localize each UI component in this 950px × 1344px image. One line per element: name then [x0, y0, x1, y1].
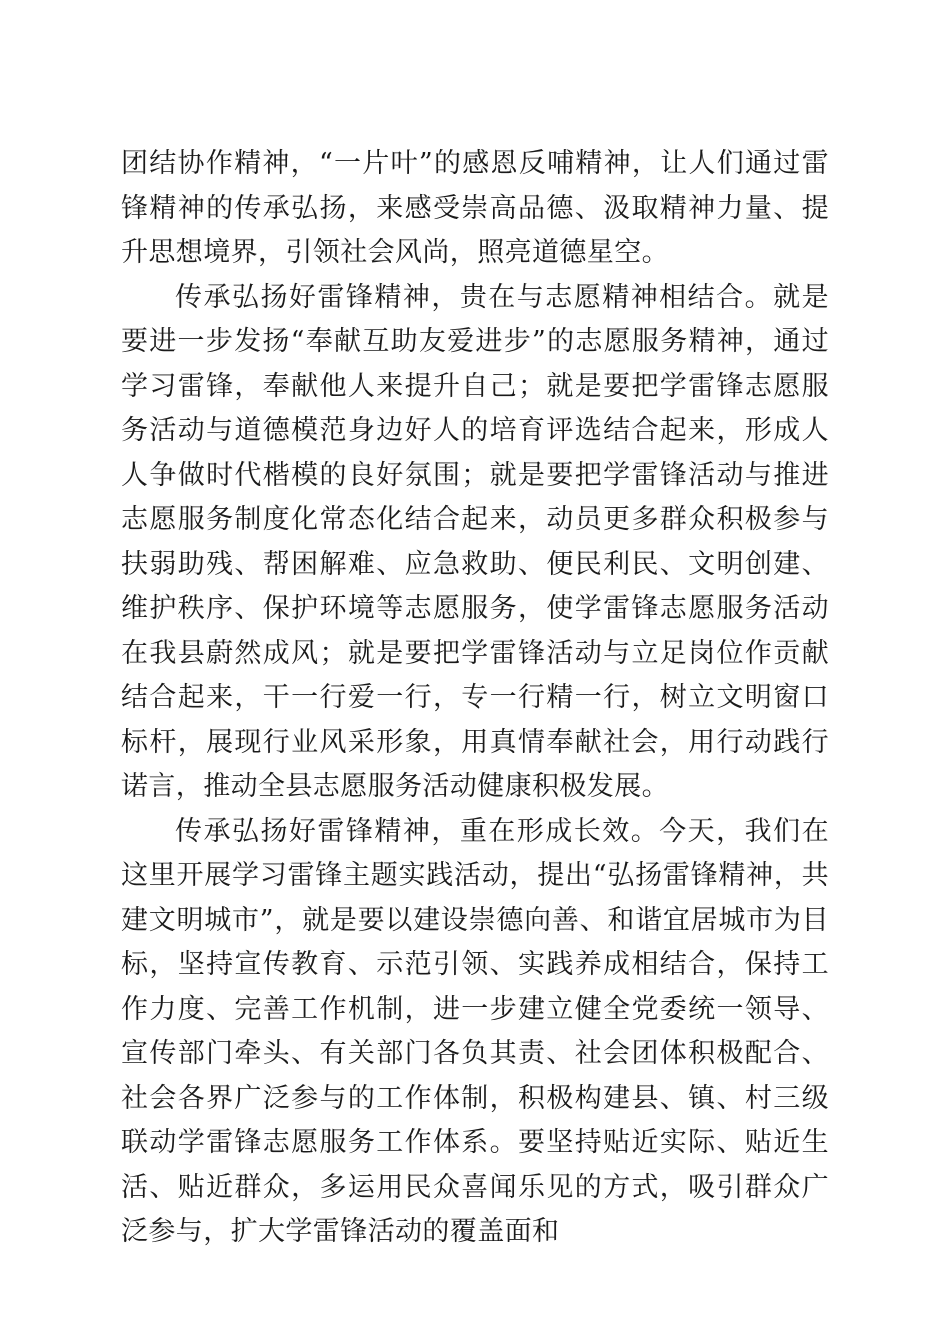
paragraph-continuation: 团结协作精神，“一片叶”的感恩反哺精神，让人们通过雷锋精神的传承弘扬，来感受崇高品德、汲取精神力量、提升思想境界，引领社会风尚，照亮道德星空。	[121, 148, 829, 268]
paragraph-volunteer-spirit: 传承弘扬好雷锋精神，贵在与志愿精神相结合。就是要进一步发扬“奉献互助友爱进步”的志愿服务精神，通过学习雷锋，奉献他人来提升自己；就是要把学雷锋志愿服务活动与道德模范身边好人的培育评选结合起来，形成人人争做时代楷模的良好氛围；就是要把学雷锋活动与推进志愿服务制度化常态化结合起来，动员更多群众积极参与扶弱助残、帮困解难、应急救助、便民利民、文明创建、维护秩序、保护环境等志愿服务，使学雷锋志愿服务活动在我县蔚然成风；就是要把学雷锋活动与立足岗位作贡献结合起来，干一行爱一行，专一行精一行，树立文明窗口标杆，展现行业风采形象，用真情奉献社会，用行动践行诺言，推动全县志愿服务活动健康积极发展。	[121, 281, 829, 802]
paragraph-long-term-effect: 传承弘扬好雷锋精神，重在形成长效。今天，我们在这里开展学习雷锋主题实践活动，提出“弘扬雷锋精神，共建文明城市”，就是要以建设崇德向善、和谐宜居城市为目标，坚持宣传教育、示范引领、实践养成相结合，保持工作力度、完善工作机制，进一步建立健全党委统一领导、宣传部门牵头、有关部门各负其责、社会团体积极配合、社会各界广泛参与的工作体制，积极构建县、镇、村三级联动学雷锋志愿服务工作体系。要坚持贴近实际、贴近生活、贴近群众，多运用民众喜闻乐见的方式，吸引群众广泛参与，扩大学雷锋活动的覆盖面和	[121, 815, 829, 1247]
document-body	[121, 142, 829, 1255]
